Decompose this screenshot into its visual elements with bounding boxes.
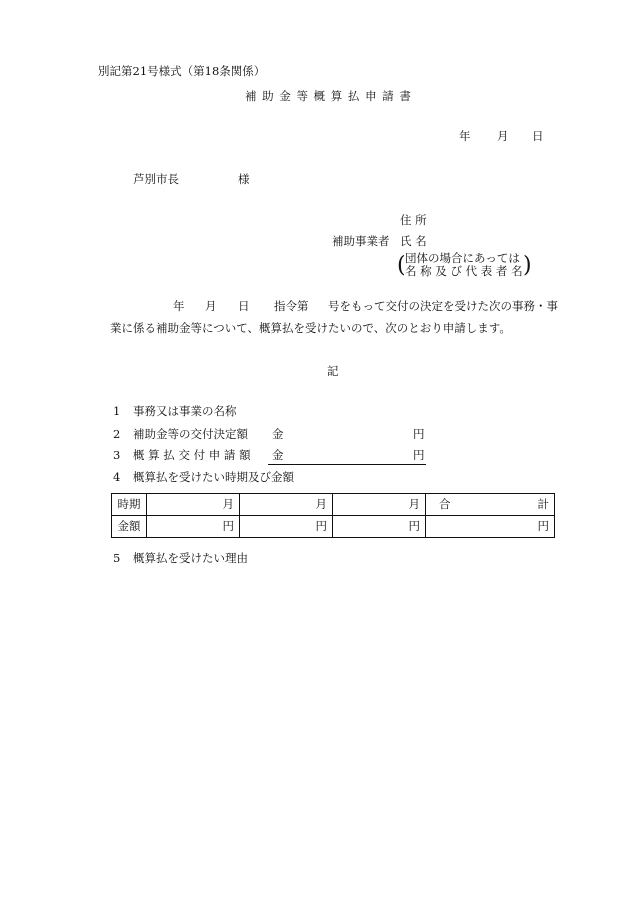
item-3-suffix: 円 [413, 448, 425, 462]
total-label-b: 計 [537, 496, 549, 511]
amount-cell-1: 円 [147, 516, 240, 538]
item-5-label: 概算払を受けたい理由 [133, 551, 248, 565]
item-2-number: 2 [113, 427, 121, 441]
group-note-line2: 名 称 及 び 代 表 者 名 [405, 264, 523, 278]
body-line1-rest: 号をもって交付の決定を受けた次の事務・事 [328, 299, 558, 313]
period-cell-1: 月 [147, 494, 240, 516]
amount-cell-3: 円 [333, 516, 426, 538]
date-day: 日 [532, 129, 544, 143]
total-label-a: 合 [439, 496, 451, 511]
applicant-role-label: 補助事業者 [332, 234, 390, 248]
group-note-line1: 団体の場合にあっては [405, 251, 520, 265]
date-month: 月 [497, 129, 509, 143]
document-title: 補 助 金 等 概 算 払 申 請 書 [245, 89, 412, 103]
body-line2: 業に係る補助金等について、概算払を受けたいので、次のとおり申請します。 [110, 321, 511, 335]
schedule-table [111, 493, 555, 538]
addressee-name: 芦別市長 [133, 172, 179, 186]
body-year: 年 [173, 299, 185, 313]
table-row [112, 494, 555, 516]
item-2-suffix: 円 [413, 427, 425, 441]
item-2-prefix: 金 [272, 427, 284, 441]
body-day: 日 [238, 299, 250, 313]
item-3-prefix: 金 [272, 448, 284, 462]
item-4-label: 概算払を受けたい時期及び金額 [133, 470, 294, 484]
date-year: 年 [459, 129, 471, 143]
item-5-number: 5 [113, 551, 121, 565]
period-cell-2: 月 [240, 494, 333, 516]
item-1-label: 事務又は事業の名称 [133, 404, 237, 418]
period-cell-3: 月 [333, 494, 426, 516]
body-directive: 指令第 [274, 299, 309, 313]
group-note-close-paren: ) [523, 253, 532, 278]
item-2-label: 補助金等の交付決定額 [133, 427, 248, 441]
address-label: 住 所 [400, 213, 427, 227]
item-3-number: 3 [113, 448, 121, 462]
table-row [112, 516, 555, 538]
item-3-underline [268, 464, 426, 465]
item-3-label: 概 算 払 交 付 申 請 額 [133, 448, 251, 462]
total-header-cell [426, 494, 555, 516]
amount-cell-total: 円 [426, 516, 555, 538]
name-label: 氏 名 [400, 234, 427, 248]
ki-heading: 記 [327, 364, 339, 378]
item-1-number: 1 [113, 404, 121, 418]
body-month: 月 [205, 299, 217, 313]
form-reference: 別記第21号様式（第18条関係） [98, 64, 266, 78]
period-header-cell: 時期 [112, 494, 147, 516]
amount-cell-2: 円 [240, 516, 333, 538]
item-4-number: 4 [113, 470, 121, 484]
amount-header-cell: 金額 [112, 516, 147, 538]
group-note-open-paren: ( [397, 253, 406, 278]
addressee-honorific: 様 [238, 172, 250, 186]
